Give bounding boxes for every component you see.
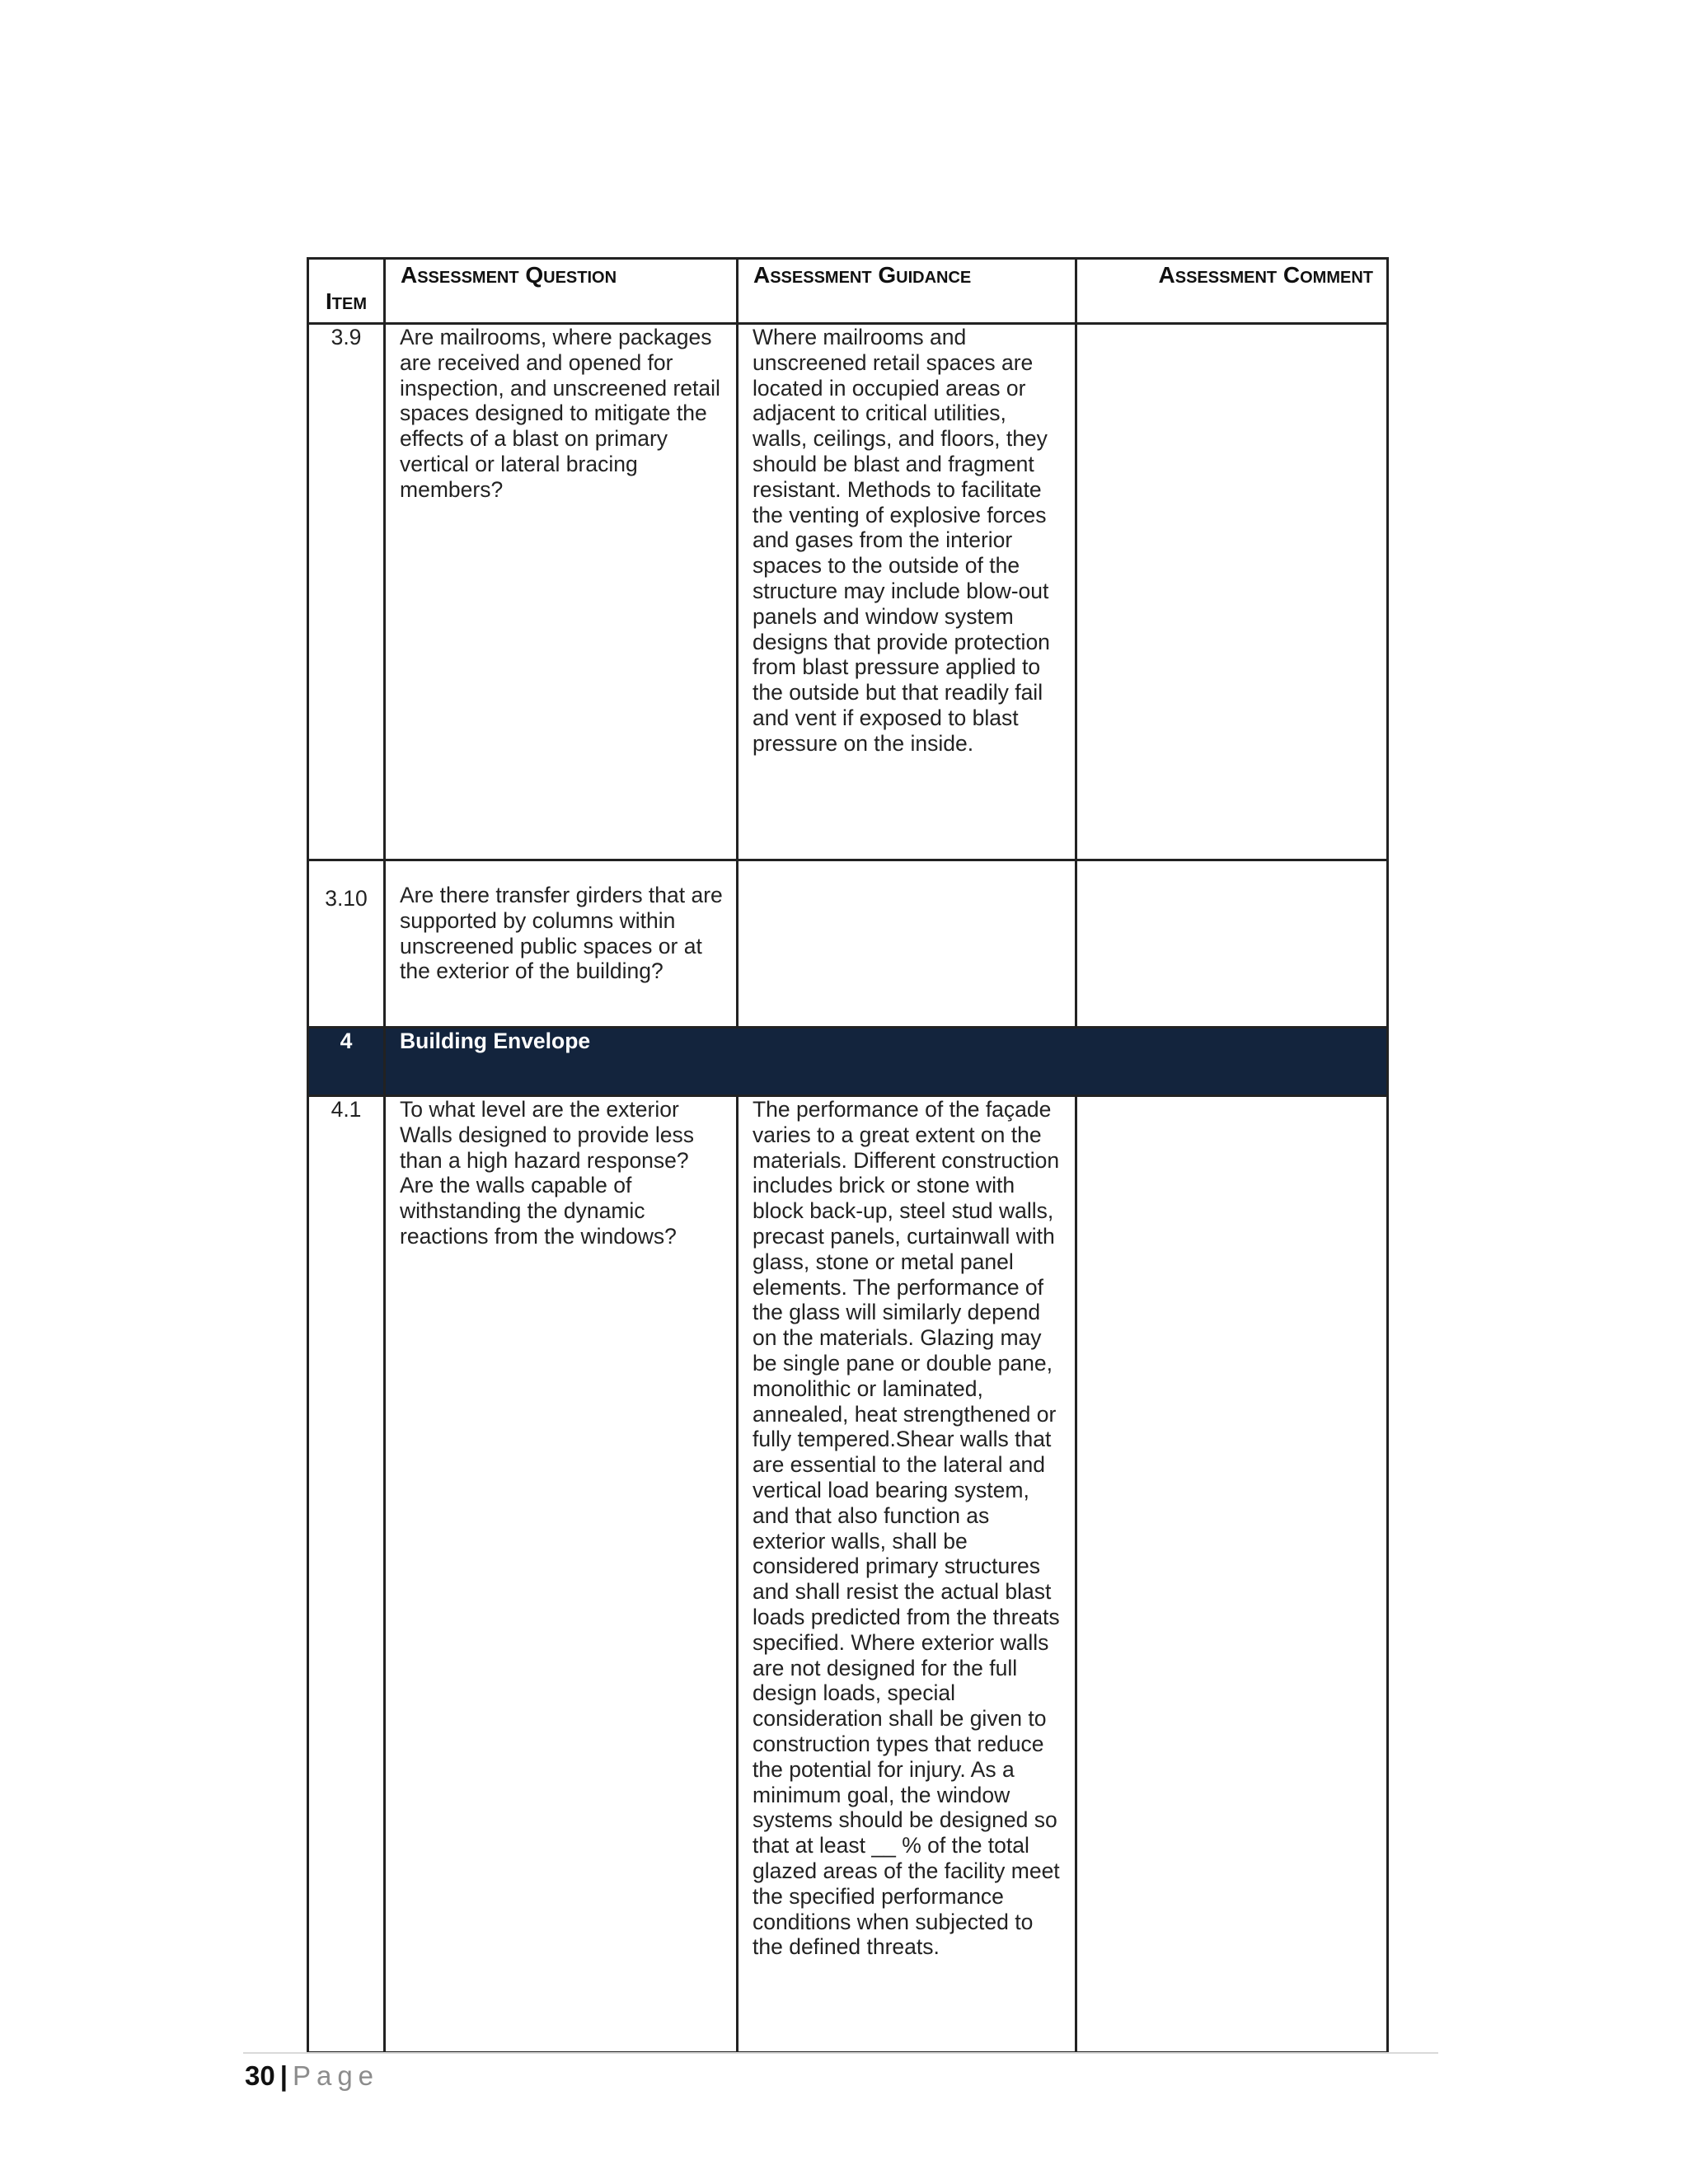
assessment-question: Are mailrooms, where packages are received and opened for inspection, and unscreened retail spaces designed to mitigate the effects of a blast on primary vertical or lateral bracing members?	[385, 324, 738, 860]
assessment-table	[307, 257, 1389, 2054]
guidance-header: Assessment Guidance	[753, 262, 972, 288]
item-number: 3.10	[308, 860, 385, 1028]
item-number: 3.9	[308, 324, 385, 860]
page-number: 30	[245, 2060, 275, 2091]
item-number: 4.1	[308, 1096, 385, 2053]
table-row	[308, 324, 1388, 860]
assessment-question: To what level are the exterior Walls designed to provide less than a high hazard response? Are the walls capable of withstanding the dynamic reactions from the windows?	[385, 1096, 738, 2053]
assessment-question: Are there transfer girders that are supported by columns within unscreened public spaces or at the exterior of the building?	[385, 860, 738, 1028]
question-header: Assessment Question	[401, 262, 617, 288]
question-header-cell	[385, 259, 738, 324]
assessment-comment[interactable]	[1076, 324, 1388, 860]
assessment-guidance: Where mailrooms and unscreened retail spaces are located in occupied areas or adjacent to critical utilities, walls, ceilings, and floors, they should be blast and fragment resistant. Methods to facilitate the venting of explosive forces and gases from the interior spaces to the outside of the structure may include blow-out panels and window system designs that provide protection from blast pressure applied to the outside but that readily fail and vent if exposed to blast pressure on the inside.	[738, 324, 1076, 860]
item-header: Item	[326, 288, 367, 314]
assessment-guidance: The performance of the façade varies to a great extent on the materials. Different construction includes brick or stone with block back-up, steel stud walls, precast panels, curtainwall with glass, stone or metal panel elements. The performance of the glass will similarly depend on the materials. Glazing may be single pane or double pane, monolithic or laminated, annealed, heat strengthened or fully tempered.Shear walls that are essential to the lateral and vertical load bearing system, and that also function as exterior walls, shall be considered primary structures and shall resist the actual blast loads predicted from the threats specified. Where exterior walls are not designed for the full design loads, special consideration shall be given to construction types that reduce the potential for injury. As a minimum goal, the window systems should be designed so that at least __ % of the total glazed areas of the facility meet the specified performance conditions when subjected to the defined threats.	[738, 1096, 1076, 2053]
assessment-comment[interactable]	[1076, 1096, 1388, 2053]
comment-header-cell	[1076, 259, 1388, 324]
table-row	[308, 1096, 1388, 2053]
comment-header: Assessment Comment	[1158, 262, 1373, 288]
assessment-guidance	[738, 860, 1076, 1028]
section-title: Building Envelope	[385, 1028, 1388, 1096]
table-row	[308, 860, 1388, 1028]
page-label: Page	[292, 2060, 380, 2091]
item-header-cell	[308, 259, 385, 324]
section-header-row	[308, 1028, 1388, 1096]
assessment-comment[interactable]	[1076, 860, 1388, 1028]
guidance-header-cell	[738, 259, 1076, 324]
table-header-row	[308, 259, 1388, 324]
page-footer	[245, 2060, 379, 2092]
section-number: 4	[308, 1028, 385, 1096]
footer-separator: |	[279, 2060, 288, 2091]
footer-divider	[243, 2052, 1438, 2054]
